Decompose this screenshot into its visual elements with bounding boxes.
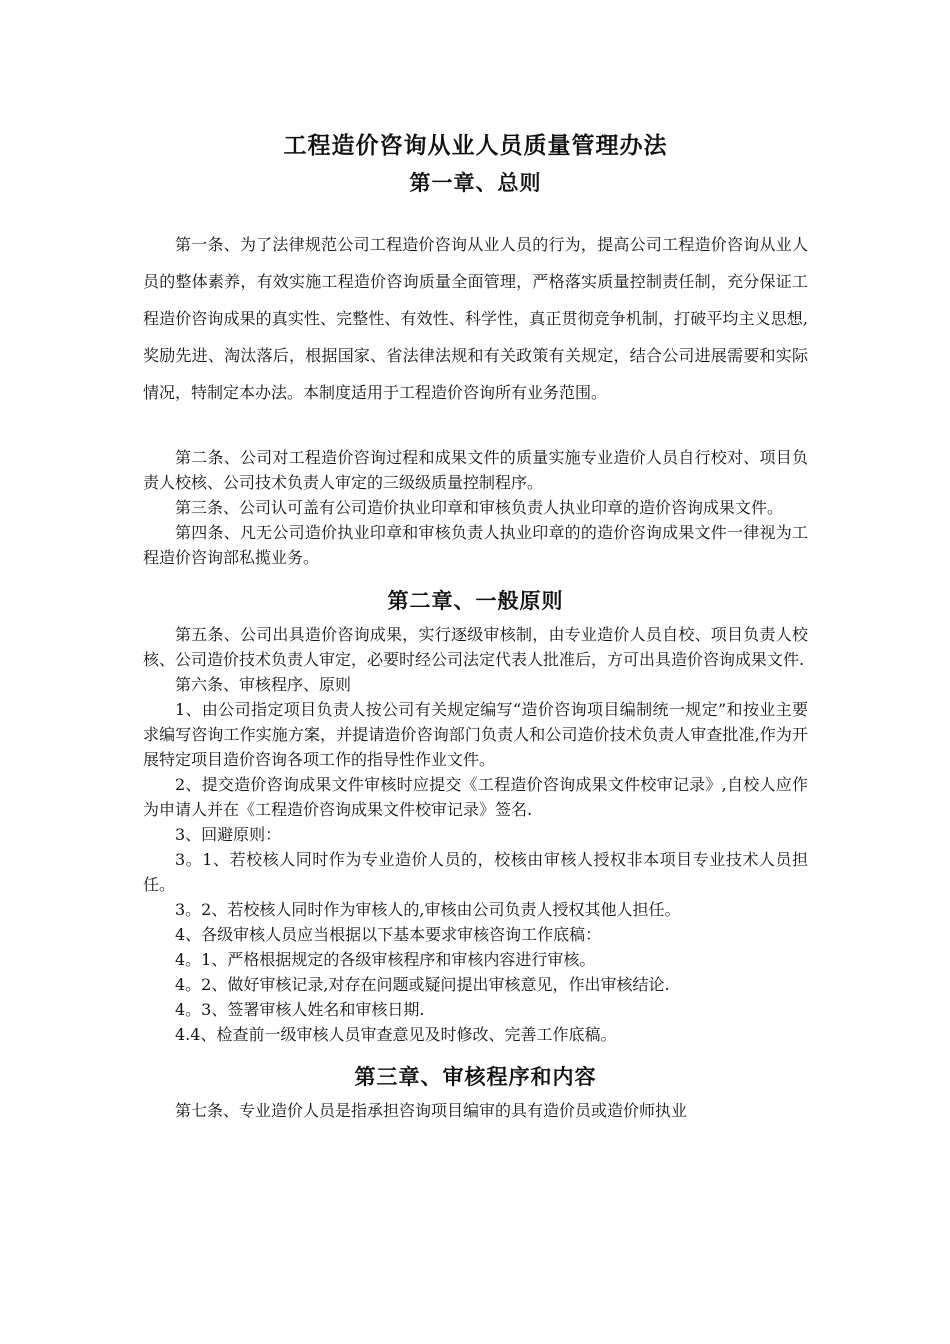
document-page [143, 128, 808, 1123]
paragraph: 第七条、专业造价人员是指承担咨询项目编审的具有造价员或造价师执业 [175, 1101, 688, 1120]
chapter-2-heading: 第二章、一般原则 [387, 588, 564, 613]
paragraph: 第六条、审核程序、原则 [175, 675, 352, 694]
chapter-3-body [143, 1098, 808, 1123]
paragraph: 4.4、检查前一级审核人员审查意见及时修改、完善工作底稿。 [175, 1025, 617, 1044]
paragraph: 3。2、若校核人同时作为审核人的,审核由公司负责人授权其他人担任。 [175, 900, 681, 919]
paragraph: 1、由公司指定项目负责人按公司有关规定编写“造价咨询项目编制统一规定”和按业主要求编写咨询工作实施方案，并提请造价咨询部门负责人和公司造价技术负责人审查批准,作为开展特定项目造价咨询各项工作的指导性作业文件。 [143, 700, 808, 769]
paragraph: 4。3、签署审核人姓名和审核日期. [175, 1000, 425, 1019]
document-title: 工程造价咨询从业人员质量管理办法 [283, 132, 668, 159]
paragraph: 4。2、做好审核记录,对存在问题或疑问提出审核意见，作出审核结论. [175, 975, 670, 994]
paragraph: 第五条、公司出具造价咨询成果，实行逐级审核制，由专业造价人员自校、项目负责人校核、公司造价技术负责人审定，必要时经公司法定代表人批准后，方可出具造价咨询成果文件. [143, 625, 808, 669]
paragraph: 3、回避原则： [175, 825, 282, 844]
paragraph: 4。1、严格根据规定的各级审核程序和审核内容进行审核。 [175, 950, 596, 969]
chapter-1-articles [143, 445, 808, 570]
paragraph: 2、提交造价咨询成果文件审核时应提交《工程造价咨询成果文件校审记录》,自校人应作为申请人并在《工程造价咨询成果文件校审记录》签名. [143, 775, 808, 819]
chapter-3-heading: 第三章、审核程序和内容 [354, 1064, 597, 1089]
paragraph: 第三条、公司认可盖有公司造价执业印章和审核负责人执业印章的造价咨询成果文件。 [175, 498, 784, 517]
chapter-1-heading: 第一章、总则 [409, 170, 542, 195]
chapter-2-body [143, 622, 808, 1047]
paragraph: 4、各级审核人员应当根据以下基本要求审核咨询工作底稿： [175, 925, 602, 944]
paragraph: 第一条、为了法律规范公司工程造价咨询从业人员的行为，提高公司工程造价咨询从业人员的整体素养，有效实施工程造价咨询质量全面管理，严格落实质量控制责任制，充分保证工程造价咨询成果的真实性、完整性、有效性、科学性，真正贯彻竞争机制，打破平均主义思想,奖励先进、淘汰落后，根据国家、省法律法规和有关政策有关规定，结合公司进展需要和实际情况，特制定本办法。本制度适用于工程造价咨询所有业务范围。 [143, 235, 808, 402]
paragraph: 第二条、公司对工程造价咨询过程和成果文件的质量实施专业造价人员自行校对、项目负责人校核、公司技术负责人审定的三级级质量控制程序。 [143, 448, 808, 492]
paragraph: 3。1、若校核人同时作为专业造价人员的，校核由审核人授权非本项目专业技术人员担任。 [143, 850, 808, 894]
paragraph: 第四条、凡无公司造价执业印章和审核负责人执业印章的的造价咨询成果文件一律视为工程造价咨询部私揽业务。 [143, 523, 808, 567]
chapter-1-article-1 [143, 226, 808, 411]
